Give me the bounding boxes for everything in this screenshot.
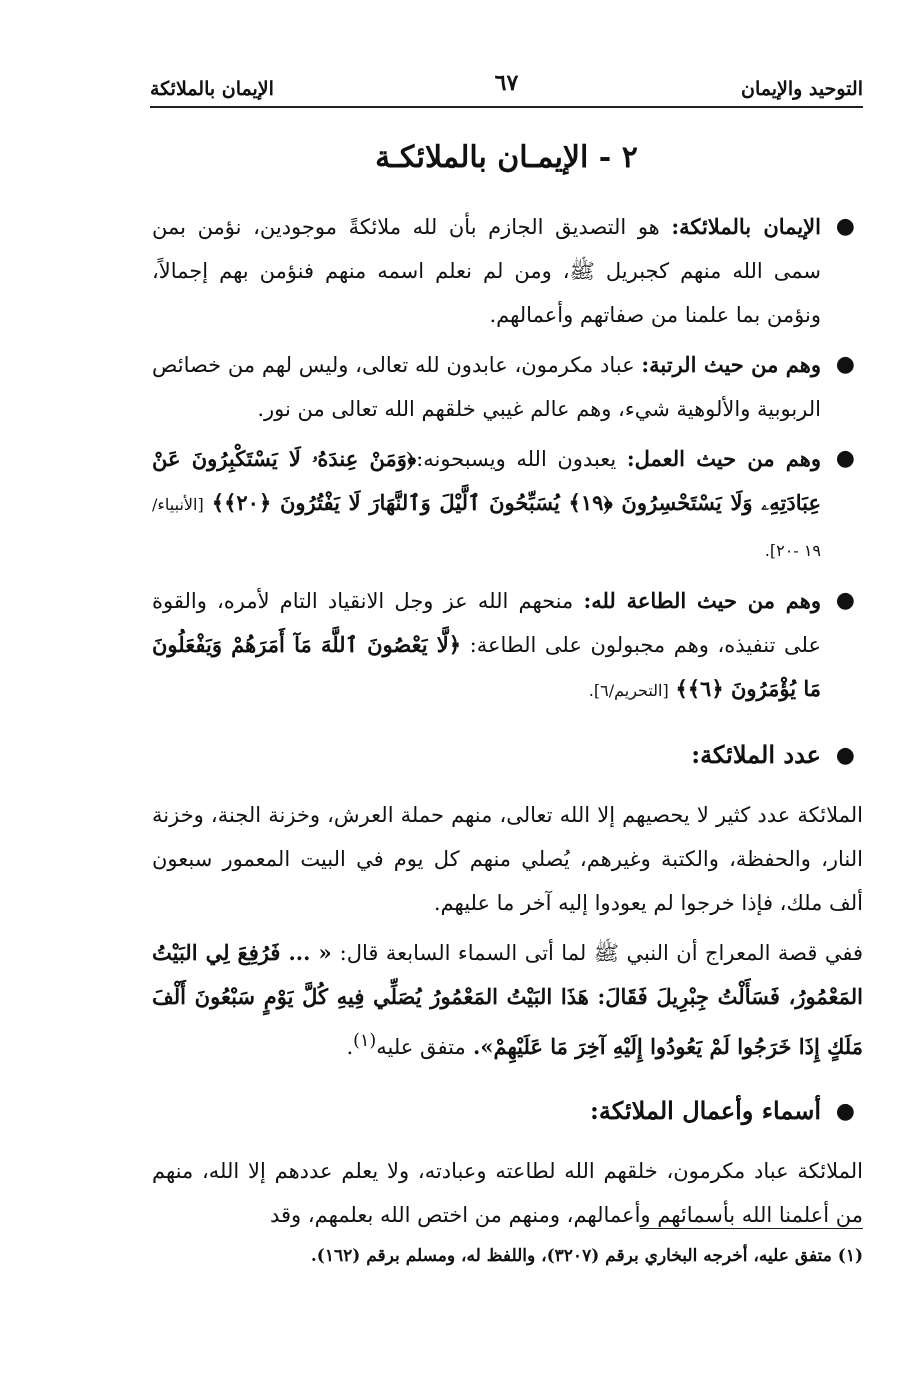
footnote: (١) متفق عليه، أخرجه البخاري برقم (٣٢٠٧)، واللفظ له، ومسلم برقم (١٦٢). xyxy=(310,1246,863,1266)
bullet-text: عباد مكرمون، عابدون لله تعالى، وليس لهم من خصائص الربوبية والألوهية شيء، وهم عالم غيبي خلقهم الله تعالى من نور. xyxy=(152,353,821,421)
book-title: التوحيد والإيمان xyxy=(741,78,863,100)
footnote-divider xyxy=(640,1228,863,1229)
bullet-definition xyxy=(152,205,863,337)
verse-reference: [التحريم/٦]. xyxy=(588,681,669,700)
bullet-text: يعبدون الله ويسبحونه: xyxy=(416,447,627,471)
page-number: ٦٧ xyxy=(494,70,519,96)
chapter-title: الإيمان بالملائكة xyxy=(150,78,274,100)
bullet-dot-icon: ● xyxy=(835,214,855,239)
quran-verse: ﴿وَمَنْ عِندَهُۥ لَا يَسْتَكْبِرُونَ عَنْ عِبَادَتِهِۦ وَلَا يَسْتَحْسِرُونَ ﴿١٩﴾ يُسَبِّحُونَ ٱلَّيْلَ وَٱلنَّهَارَ لَا يَفْتُرُونَ ﴿٢٠﴾﴾ xyxy=(152,446,821,515)
page-title: ٢ - الإيمـان بالملائكـة xyxy=(375,140,638,175)
bullet-lead: وهم من حيث الطاعة لله: xyxy=(583,588,821,613)
bullet-lead: وهم من حيث الرتبة: xyxy=(641,352,821,377)
bullet-text: هو التصديق الجازم بأن لله ملائكةً موجودين، نؤمن بمن سمى الله منهم كجبريل ﷺ، ومن لم نعلم اسمه منهم فنؤمن بهم إجمالاً، ونؤمن بما علمنا من صفاتهم وأعمالهم. xyxy=(152,215,821,327)
bullet-work xyxy=(152,437,863,573)
bullet-lead: وهم من حيث العمل: xyxy=(626,446,821,471)
paragraph-count: الملائكة عدد كثير لا يحصيهم إلا الله تعالى، منهم حملة العرش، وخزنة الجنة، وخزنة النار، والحفظة، والكتبة وغيرهم، يُصلي منهم كل يوم في البيت المعمور سبعون ألف ملك، فإذا خرجوا لم يعودوا إليه آخر ما عليهم. xyxy=(152,803,863,915)
running-header xyxy=(150,72,863,108)
verse-reference: [الأنبياء/١٩ -٢٠]. xyxy=(152,495,821,560)
bullet-lead: الإيمان بالملائكة: xyxy=(671,214,821,239)
bullet-rank xyxy=(152,343,863,431)
section-heading-names: ● أسماء وأعمال الملائكة: xyxy=(152,1089,863,1133)
bullet-dot-icon: ● xyxy=(835,446,855,471)
bullet-dot-icon: ● xyxy=(835,352,855,377)
bullet-dot-icon: ● xyxy=(835,742,855,768)
hadith-text: « ... فَرُفِعَ لِي البَيْتُ المَعْمُورُ، فَسَأَلْتُ جِبْرِيلَ فَقَالَ: هَذَا البَيْتُ المَعْمُورُ يُصَلِّي فِيهِ كُلَّ يَوْمٍ سَبْعُونَ أَلْفَ مَلَكٍ إِذَا خَرَجُوا لَمْ يَعُودُوا إِلَيْهِ آخِرَ مَا عَلَيْهِمْ». xyxy=(152,940,863,1059)
page-body xyxy=(152,205,863,1243)
section-heading-count: ● عدد الملائكة: xyxy=(152,733,863,777)
bullet-text: منحهم الله عز وجل الانقياد التام لأمره، والقوة على تنفيذه، وهم مجبولون على الطاعة: xyxy=(152,589,821,657)
bullet-dot-icon: ● xyxy=(835,588,855,613)
hadith-source: متفق عليه xyxy=(376,1035,466,1059)
paragraph-names: الملائكة عباد مكرمون، خلقهم الله لطاعته وعبادته، ولا يعلم عددهم إلا الله، منهم من أعلمنا الله بأسمائهم وأعمالهم، ومنهم من اختص الله بعلمهم، وقد xyxy=(152,1159,863,1227)
paragraph-hadith: ففي قصة المعراج أن النبي ﷺ لما أتى السماء السابعة قال: « ... فَرُفِعَ لِي البَيْتُ المَعْمُورُ، فَسَأَلْتُ جِبْرِيلَ فَقَالَ: هَذَا البَيْتُ المَعْمُورُ يُصَلِّي فِيهِ كُلَّ يَوْمٍ سَبْعُونَ أَلْفَ مَلَكٍ إِذَا خَرَجُوا لَمْ يَعُودُوا إِلَيْهِ آخِرَ مَا عَلَيْهِمْ». متفق عليه$^{(١)}$. xyxy=(152,940,863,1059)
bullet-obedience xyxy=(152,579,863,713)
bullet-dot-icon: ● xyxy=(835,1098,855,1124)
footnote-marker: (١) xyxy=(353,1031,377,1051)
hadith-intro: ففي قصة المعراج أن النبي ﷺ لما أتى السماء السابعة قال: xyxy=(339,941,863,965)
quran-verse: ﴿لَّا يَعْصُونَ ٱللَّهَ مَآ أَمَرَهُمْ وَيَفْعَلُونَ مَا يُؤْمَرُونَ ﴿٦﴾﴾ xyxy=(152,632,821,701)
